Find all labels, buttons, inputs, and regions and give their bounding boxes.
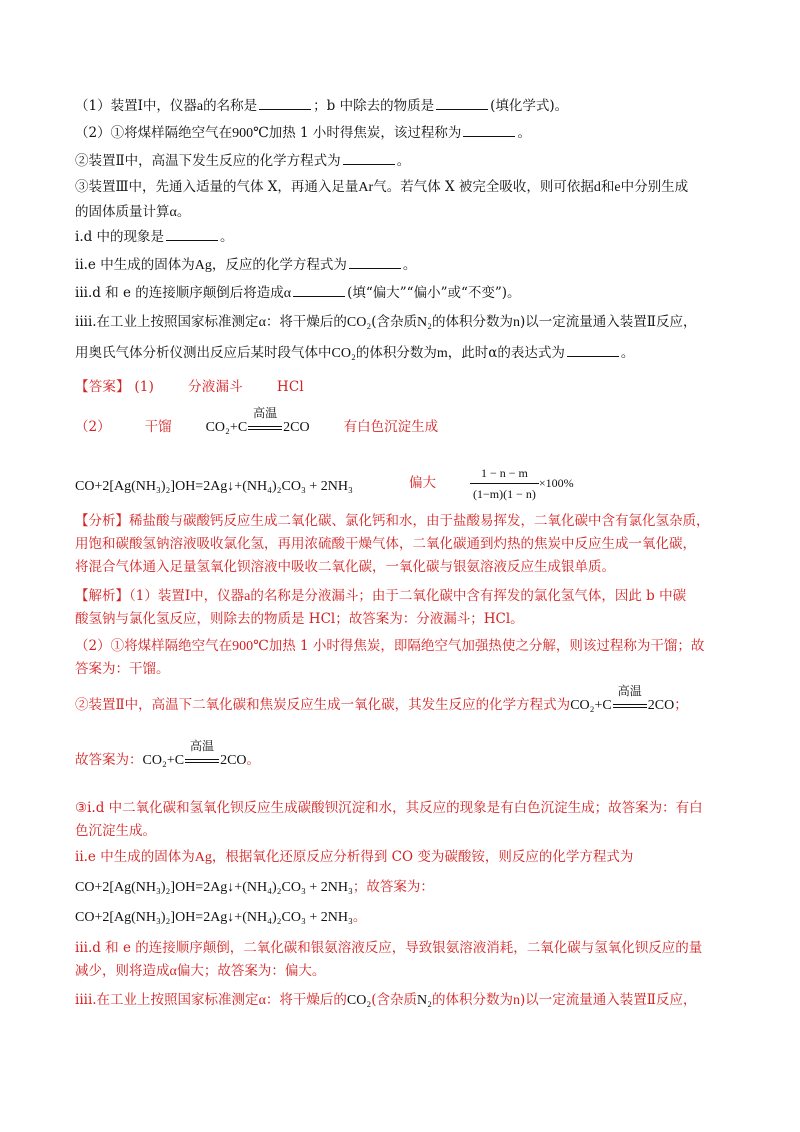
q4-text4: 中分别生成 [620, 179, 689, 195]
q4-text3: 和 [600, 179, 615, 195]
q8-n: n [513, 315, 521, 330]
q2-text: （2）①将煤样隔绝空气在 [75, 125, 233, 141]
question-2 [75, 122, 735, 144]
q6-text2: ，反应的化学方程式为 [211, 257, 347, 273]
q8-text2: ：将干燥后的 [265, 314, 347, 330]
answer-3a: 偏大 [409, 475, 436, 491]
q4-symbol: Ar [358, 180, 374, 195]
question-8 [75, 312, 735, 333]
question-4 [75, 177, 735, 198]
q4-symbol-e: e [614, 180, 621, 195]
q5-text: i.d 中的现象是 [75, 229, 165, 245]
answer-line-3 [75, 467, 735, 511]
q7-text2: (填“偏大”“偏小”或“不变”)。 [347, 285, 521, 301]
answer-blank [567, 342, 619, 357]
q8-text3: (含杂质 [371, 314, 418, 330]
q4b-text: 的固体质量计算 [75, 204, 170, 220]
answer-2a: 干馏 [144, 419, 172, 435]
answer-num-2: （2） [75, 419, 111, 435]
question-5 [75, 226, 735, 247]
answer-blank [463, 122, 515, 137]
equation-ag: CO+2[Ag(NH₃)₂]OH=2Ag↓+(NH₄)₂CO₃ + 2NH₃ [75, 479, 353, 494]
analysis-line: 【分析】稀盐酸与碳酸钙反应生成二氧化碳、氯化钙和水，由于盐酸易挥发，二氧化碳中含有氯化氢杂质， [75, 513, 710, 529]
q4-symbol-d: d [593, 180, 601, 195]
answer-blank [259, 95, 311, 110]
q8b-text3: ，此时α的表达式为 [447, 345, 565, 361]
explanation-2: （2）①将煤样隔绝空气在900℃加热 1 小时得焦炭，即隔绝空气加强热使之分解，则该过程称为干馏；故 答案为：干馏。 [75, 638, 705, 677]
question-7 [75, 282, 735, 304]
answer-blank [343, 150, 395, 165]
q3-text: ②装置Ⅱ中，高温下发生反应的化学方程式为 [75, 153, 341, 169]
q8-alpha: α [258, 315, 266, 330]
q1-text4: (填化学式)。 [490, 98, 569, 114]
answer-blank [166, 226, 218, 241]
q6-symbol: Ag [194, 258, 212, 273]
q8b-m: m [436, 346, 448, 361]
q4b-alpha: α [169, 205, 177, 220]
answer-line-2 [75, 406, 735, 438]
explanation-3: ②装置Ⅱ中，高温下二氧化碳和焦炭反应生成一氧化碳，其发生反应的化学方程式为CO₂+C 高温 2CO； [75, 684, 688, 713]
answer-line-1 [75, 377, 735, 397]
explanation-10: iiii.在工业上按照国家标准测定α：将干燥后的CO₂(含杂质N₂的体积分数为n)以一定流量通入装置Ⅱ反应， [75, 992, 697, 1008]
equation-co2-c: CO₂+C 高温 2CO [205, 406, 310, 435]
q7-alpha: α [283, 286, 292, 301]
q8b-text2: 的体积分数为 [355, 345, 437, 361]
question-1 [75, 95, 735, 117]
question-4-cont [75, 202, 735, 223]
explanation-8: CO+2[Ag(NH₃)₂]OH=2Ag↓+(NH₄)₂CO₃ + 2NH₃。 [75, 909, 367, 925]
q8-text4: 的体积分数为 [432, 314, 514, 330]
q1-text3: ；b 中除去的物质是 [313, 98, 435, 114]
q2-temp: 900℃ [232, 126, 269, 141]
q4-text2: 气。若气体 X 被完全吸收，则可依据 [373, 179, 594, 195]
q8b-text: 用奥氏气体分析仪测出反应后某时段气体中 [75, 345, 332, 361]
question-8-cont [75, 342, 735, 364]
q5-text2: 。 [220, 229, 234, 245]
q1-text: （1）装置Ⅰ中，仪器 [75, 98, 197, 114]
explanation-7: CO+2[Ag(NH₃)₂]OH=2Ag↓+(NH₄)₂CO₃ + 2NH₃；故答案为： [75, 879, 434, 895]
q1-text2: 的名称是 [203, 98, 258, 114]
q7-text: iii.d 和 e 的连接顺序颠倒后将造成 [75, 285, 284, 301]
q8b-co2: CO₂ [331, 346, 356, 361]
q4b-text2: 。 [176, 204, 191, 220]
question-6 [75, 254, 735, 276]
q2-text3: 。 [517, 125, 531, 141]
q8-co2: CO₂ [346, 315, 372, 330]
q4-text: ③装置Ⅲ中，先通入适量的气体 X，再通入足量 [75, 179, 359, 195]
q6-text: ii.e 中生成的固体为 [75, 257, 195, 273]
q8-n2: N₂ [417, 315, 433, 330]
q3-text2: 。 [396, 153, 411, 169]
q6-text3: 。 [402, 257, 417, 273]
q1-symbol: a [196, 99, 204, 114]
answer-1b: HCl [276, 379, 304, 395]
q2-text2: 加热 1 小时得焦炭，该过程称为 [268, 125, 462, 141]
explanation-9: iii.d 和 e 的连接顺序颠倒，二氧化碳和银氨溶液反应，导致银氨溶液消耗，二氧化碳与氢氧化钡反应的量 减少，则将造成α偏大；故答案为：偏大。 [75, 940, 703, 979]
explanation-4: 故答案为：CO₂+C 高温 2CO。 [75, 739, 261, 768]
answer-blank [293, 282, 345, 297]
answer-tag: 【答案】 [75, 379, 130, 395]
answer-1a: 分液漏斗 [188, 379, 243, 395]
q8b-text4: 。 [620, 345, 635, 361]
q8-text5: )以一定流量通入装置Ⅱ反应， [520, 314, 697, 330]
answer-2c: 有白色沉淀生成 [343, 419, 439, 435]
analysis [75, 510, 735, 579]
analysis-line: 用饱和碳酸氢钠溶液吸收氯化氢，再用浓硫酸干燥气体，二氧化碳通到灼热的焦炭中反应生成一氧化碳， [75, 536, 696, 552]
answer-blank [436, 95, 488, 110]
alpha-expression: $\frac{1 - n - m}{(1-m)(1 - n)}$ ×100% [470, 463, 574, 504]
q8-text: iiii.在工业上按照国家标准测定 [75, 314, 259, 330]
explanation-6: ii.e 中生成的固体为Ag，根据氧化还原反应分析得到 CO 变为碳酸铵，则反应的化学方程式为 [75, 849, 634, 865]
explanation-1: 【解析】（1）装置Ⅰ中，仪器a的名称是分液漏斗；由于二氧化碳中含有挥发的氯化氢气体，因此 b 中碳 酸氢钠与氯化氢反应，则除去的物质是 HCl；故答案为：分液漏斗；HCl。 [75, 588, 687, 627]
answer-num: (1) [134, 379, 155, 395]
question-3 [75, 150, 735, 171]
analysis-line: 将混合气体通入足量氢氧化钡溶液中吸收二氧化碳，一氧化碳与银氨溶液反应生成银单质。 [75, 559, 615, 575]
explanation-5: ③i.d 中二氧化碳和氢氧化钡反应生成碳酸钡沉淀和水，其反应的现象是有白色沉淀生成；故答案为：有白 色沉淀生成。 [75, 800, 703, 839]
answer-blank [349, 254, 401, 269]
